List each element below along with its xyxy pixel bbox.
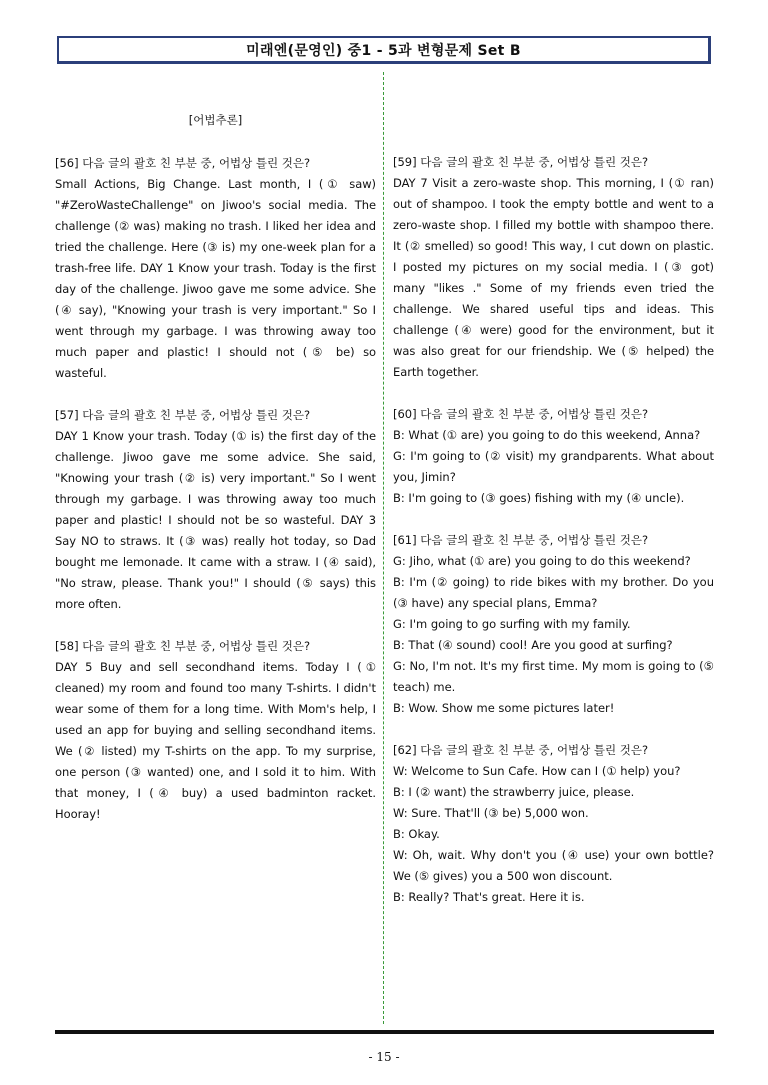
section-label: [어법추론] [188, 113, 243, 127]
question-passage: DAY 1 Know your trash. Today (① is) the first day of the challenge. Jiwoo gave me some advice. She said, "Knowing your trash (② is) very important." So I went through my garbage. I was throwing away too much paper and plastic! I should not be so wasteful. DAY 3 Say NO to straws. It (③ was) really hot today, so Dad bought me lemonade. It came with a straw. I (④ said), "No straw, please. Thank you!" I should (⑤ says) this more often. [55, 429, 376, 611]
question-57 [55, 405, 376, 615]
dialogue-line: W: Welcome to Sun Cafe. How can I (① help) you? [393, 764, 681, 778]
dialogue-line: B: I (② want) the strawberry juice, please. [393, 785, 635, 799]
question-passage: DAY 7 Visit a zero-waste shop. This morning, I (① ran) out of shampoo. I took the empty bottle and went to a zero-waste shop. I filled my bottle with shampoo there. It (② smelled) so good! This way, I cut down on plastic. I posted my pictures on my social media. I (③ got) many "likes ." Some of my friends even tried the challenge. We shared useful tips and ideas. This challenge (④ were) good for the environment, but it was also great for our friendship. We (⑤ helped) the Earth together. [393, 176, 714, 379]
page-title: 미래엔(문영인) 중1 - 5과 변형문제 Set B [57, 36, 711, 64]
page-number: - 15 - [368, 1050, 400, 1064]
dialogue-line: B: I'm going to (③ goes) fishing with my (④ uncle). [393, 491, 685, 505]
dialogue-line: B: Really? That's great. Here it is. [393, 890, 585, 904]
left-column [55, 110, 376, 846]
question-58 [55, 636, 376, 825]
dialogue-line: G: Jiho, what (① are) you going to do this weekend? [393, 554, 691, 568]
dialogue-line: G: I'm going to go surfing with my family. [393, 617, 631, 631]
question-prompt: [57] 다음 글의 괄호 친 부분 중, 어법상 틀린 것은? [55, 408, 311, 422]
question-59 [393, 152, 714, 383]
question-passage: Small Actions, Big Change. Last month, I (① saw) "#ZeroWasteChallenge" on Jiwoo's social media. The challenge (② was) making no trash. I liked her idea and tried the challenge. Here (③ is) my one-week plan for a trash-free life. DAY 1 Know your trash. Today is the first day of the challenge. Jiwoo gave me some advice. She (④ say), "Knowing your trash is very important." So I went through my garbage. I was throwing away too much paper and plastic! I should not (⑤ be) so wasteful. [55, 177, 376, 380]
dialogue-line: B: I'm (② going) to ride bikes with my brother. Do you (③ have) any special plans, Emma? [393, 575, 714, 610]
question-prompt: [58] 다음 글의 괄호 친 부분 중, 어법상 틀린 것은? [55, 639, 311, 653]
question-prompt: [59] 다음 글의 괄호 친 부분 중, 어법상 틀린 것은? [393, 155, 649, 169]
dialogue-line: W: Oh, wait. Why don't you (④ use) your own bottle? We (⑤ gives) you a 500 won discount. [393, 848, 714, 883]
right-column [393, 152, 714, 929]
question-prompt: [56] 다음 글의 괄호 친 부분 중, 어법상 틀린 것은? [55, 156, 311, 170]
column-divider [383, 72, 384, 1024]
dialogue-line: B: What (① are) you going to do this weekend, Anna? [393, 428, 701, 442]
dialogue-line: G: No, I'm not. It's my first time. My mom is going to (⑤ teach) me. [393, 659, 714, 694]
dialogue-line: B: Wow. Show me some pictures later! [393, 701, 615, 715]
dialogue-line: W: Sure. That'll (③ be) 5,000 won. [393, 806, 589, 820]
footer-rule [55, 1030, 714, 1034]
question-60 [393, 404, 714, 509]
question-56 [55, 153, 376, 384]
question-prompt: [60] 다음 글의 괄호 친 부분 중, 어법상 틀린 것은? [393, 407, 649, 421]
dialogue-line: B: That (④ sound) cool! Are you good at surfing? [393, 638, 673, 652]
question-prompt: [62] 다음 글의 괄호 친 부분 중, 어법상 틀린 것은? [393, 743, 649, 757]
question-prompt: [61] 다음 글의 괄호 친 부분 중, 어법상 틀린 것은? [393, 533, 649, 547]
dialogue-line: G: I'm going to (② visit) my grandparents. What about you, Jimin? [393, 449, 714, 484]
question-passage: DAY 5 Buy and sell secondhand items. Today I (① cleaned) my room and found too many T-shirts. I didn't wear some of them for a long time. With Mom's help, I used an app for buying and selling secondhand items. We (② listed) my T-shirts on the app. To my surprise, one person (③ wanted) one, and I sold it to him. With that money, I (④ buy) a used badminton racket. Hooray! [55, 660, 376, 821]
question-61 [393, 530, 714, 719]
dialogue-line: B: Okay. [393, 827, 440, 841]
question-62 [393, 740, 714, 908]
